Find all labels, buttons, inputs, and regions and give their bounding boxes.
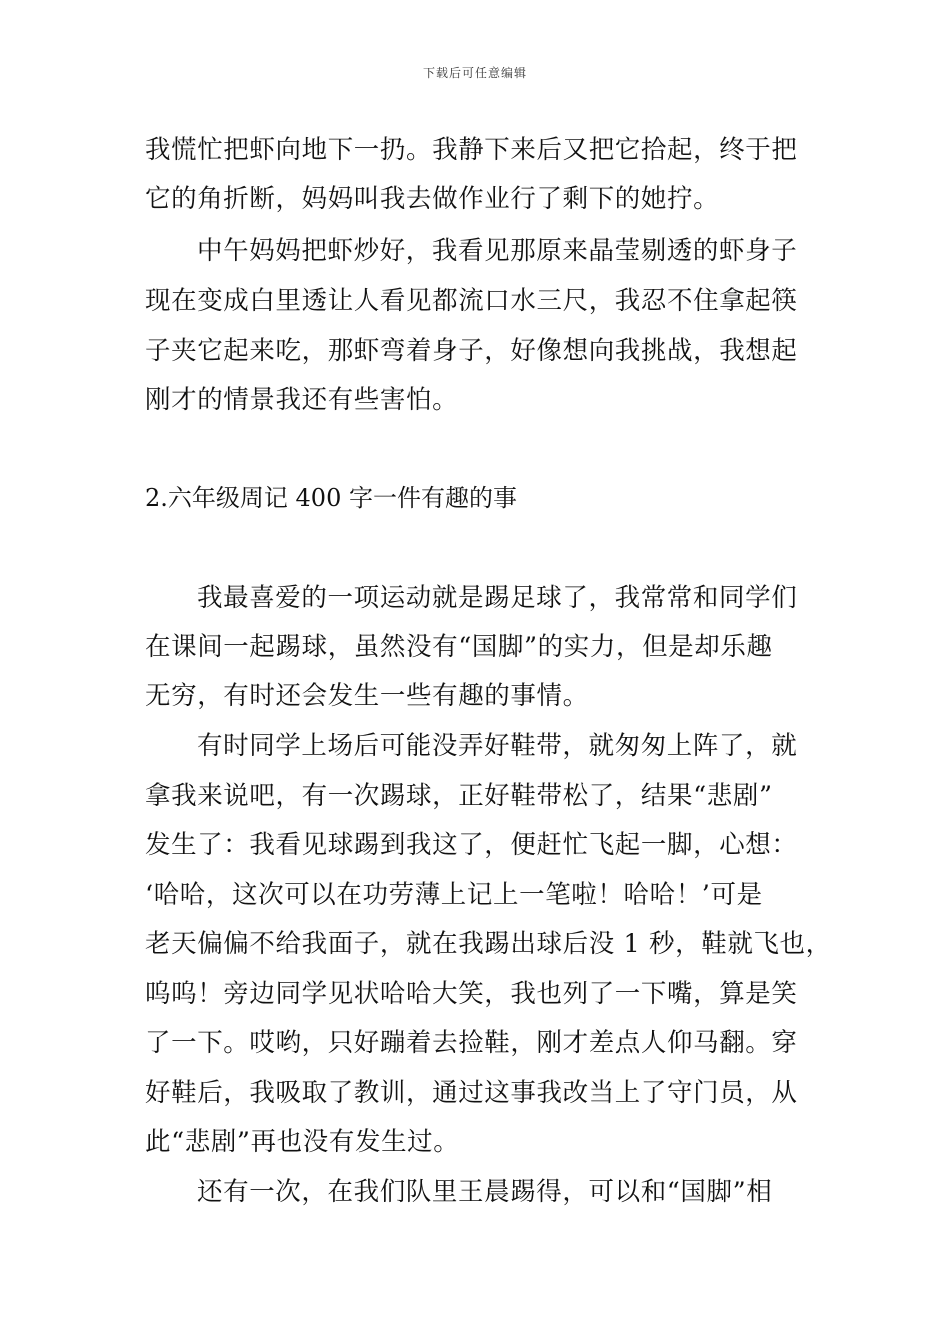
paragraph-line: 还有一次，在我们队里王晨踢得，可以和“国脚”相: [197, 1177, 773, 1207]
paragraph-line: 此“悲剧”再也没有发生过。: [145, 1127, 460, 1157]
paragraph-line: 呜呜！旁边同学见状哈哈大笑，我也列了一下嘴，算是笑: [145, 979, 798, 1009]
header-note: 下载后可任意编辑: [422, 66, 527, 80]
paragraph-line: 它的角折断，妈妈叫我去做作业行了剩下的她拧。: [145, 184, 720, 214]
paragraph-line: 刚才的情景我还有些害怕。: [145, 385, 459, 415]
section-heading: 2.六年级周记 400 字一件有趣的事: [145, 484, 517, 512]
paragraph-line: 无穷，有时还会发生一些有趣的事情。: [145, 681, 589, 711]
paragraph-line: ‘哈哈，这次可以在功劳薄上记上一笔啦！哈哈！’可是: [145, 880, 763, 910]
paragraph-line: 发生了：我看见球踢到我这了，便赶忙飞起一脚，心想：: [145, 830, 798, 860]
paragraph-line: 了一下。哎哟，只好蹦着去捡鞋，刚才差点人仰马翻。穿: [145, 1028, 798, 1058]
paragraph-line: 老天偏偏不给我面子，就在我踢出球后没 1 秒，鞋就飞也，: [145, 929, 832, 959]
paragraph-line: 在课间一起踢球，虽然没有“国脚”的实力，但是却乐趣: [145, 632, 773, 662]
paragraph-line: 我最喜爱的一项运动就是踢足球了，我常常和同学们: [197, 583, 798, 613]
paragraph-line: 子夹它起来吃，那虾弯着身子，好像想向我挑战，我想起: [145, 336, 798, 366]
paragraph-line: 有时同学上场后可能没弄好鞋带，就匆匆上阵了，就: [197, 731, 798, 761]
paragraph-line: 我慌忙把虾向地下一扔。我静下来后又把它拾起，终于把: [145, 135, 798, 165]
paragraph-line: 现在变成白里透让人看见都流口水三尺，我忍不住拿起筷: [145, 286, 798, 316]
paragraph-line: 好鞋后，我吸取了教训，通过这事我改当上了守门员，从: [145, 1078, 798, 1108]
paragraph-line: 拿我来说吧，有一次踢球，正好鞋带松了，结果“悲剧”: [145, 781, 773, 811]
paragraph-line: 中午妈妈把虾炒好，我看见那原来晶莹剔透的虾身子: [197, 236, 798, 266]
